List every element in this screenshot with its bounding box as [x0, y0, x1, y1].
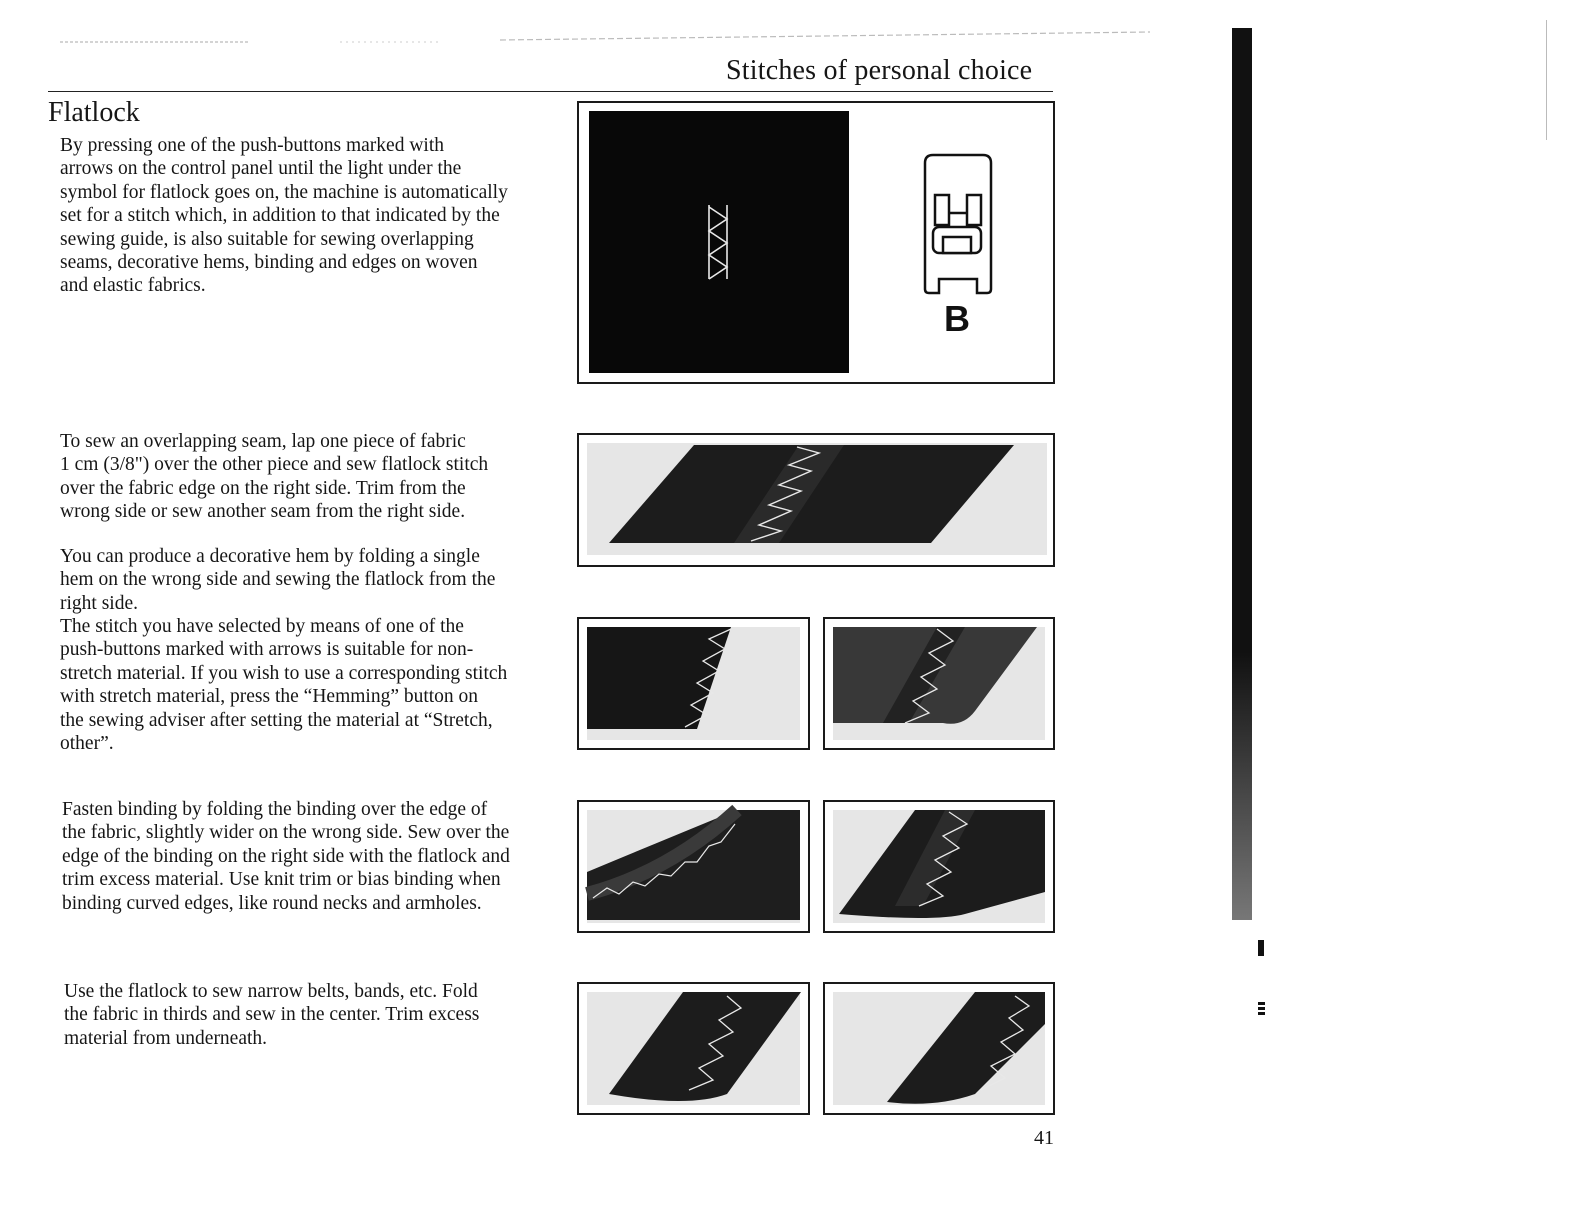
section-title: Flatlock: [48, 97, 140, 128]
text-line: Use the flatlock to sew narrow belts, bands, etc. Fold: [64, 981, 478, 1002]
scan-edge-mark: [1258, 1002, 1265, 1016]
text-line: the fabric, slightly wider on the wrong side. Sew over the: [62, 822, 510, 844]
binding-curved-illustration: [579, 802, 808, 931]
header-rule: [48, 91, 1053, 92]
page-header-title: Stitches of personal choice: [726, 55, 1033, 86]
text-line: with stretch material, press the “Hemming” button on: [60, 686, 479, 708]
scan-noise: [60, 30, 1150, 50]
text-line: the sewing adviser after setting the material at “Stretch,: [60, 709, 493, 731]
text-line: seams, decorative hems, binding and edges on woven: [60, 252, 478, 274]
belt-front-illustration: [579, 984, 808, 1113]
text-line: sewing guide, is also suitable for sewing overlapping: [60, 228, 474, 250]
scan-edge-line: [1546, 20, 1547, 140]
stretch-paragraph: [48, 615, 548, 755]
text-line: wrong side or sew another seam from the right side.: [60, 501, 466, 523]
text-line: binding curved edges, like round necks and armholes.: [62, 892, 482, 914]
text-line: edge of the binding on the right side with the flatlock and: [62, 845, 510, 867]
text-line: hem on the wrong side and sewing the flatlock from the: [60, 569, 496, 591]
belts-paragraph: [52, 980, 552, 1050]
figure-belt-back: [823, 982, 1055, 1115]
figure-binding-curved: [577, 800, 810, 933]
text-line: right side.: [60, 592, 138, 614]
text-line: arrows on the control panel until the light under the: [60, 158, 462, 180]
intro-paragraph: [48, 134, 548, 298]
scan-edge-shadow: [1232, 28, 1252, 920]
text-line: By pressing one of the push-buttons marked with: [60, 135, 444, 156]
scan-edge-mark: [1258, 940, 1264, 956]
figure-overlapping-seam: [577, 433, 1055, 567]
text-line: The stitch you have selected by means of one of the: [60, 616, 464, 637]
page-number: 41: [1034, 1127, 1054, 1149]
text-line: 1 cm (3/8") over the other piece and sew flatlock stitch: [60, 454, 489, 476]
hem-paragraph: [48, 545, 548, 615]
text-line: trim excess material. Use knit trim or bias binding when: [62, 869, 501, 891]
text-line: the fabric in thirds and sew in the center. Trim excess: [64, 1004, 480, 1026]
presser-foot-label: B: [944, 298, 970, 339]
text-line: material from underneath.: [64, 1027, 268, 1049]
stitch-selector-illustration: [579, 103, 1053, 382]
text-line: stretch material. If you wish to use a corresponding stitch: [60, 662, 508, 684]
text-line: You can produce a decorative hem by folding a single: [60, 546, 480, 567]
presser-foot-b-icon: [925, 155, 991, 293]
text-line: set for a stitch which, in addition to that indicated by the: [60, 205, 500, 227]
figure-stitch-selector: [577, 101, 1055, 384]
overlapping-seam-illustration: [579, 435, 1053, 565]
hem-knit-illustration: [825, 619, 1053, 748]
figure-hem-knit: [823, 617, 1055, 750]
text-line: and elastic fabrics.: [60, 275, 206, 297]
figure-belt-front: [577, 982, 810, 1115]
text-line: push-buttons marked with arrows is suitable for non-: [60, 639, 474, 661]
hem-woven-illustration: [579, 619, 808, 748]
figure-binding-straight: [823, 800, 1055, 933]
figure-hem-woven: [577, 617, 810, 750]
text-line: symbol for flatlock goes on, the machine is automatically: [60, 181, 508, 203]
binding-paragraph: [50, 798, 550, 915]
text-line: Fasten binding by folding the binding over the edge of: [62, 799, 488, 820]
seam-paragraph: [48, 430, 548, 524]
belt-back-illustration: [825, 984, 1053, 1113]
text-line: over the fabric edge on the right side. Trim from the: [60, 477, 466, 499]
text-line: other”.: [60, 733, 114, 755]
text-line: To sew an overlapping seam, lap one piece of fabric: [60, 431, 466, 452]
binding-straight-illustration: [825, 802, 1053, 931]
